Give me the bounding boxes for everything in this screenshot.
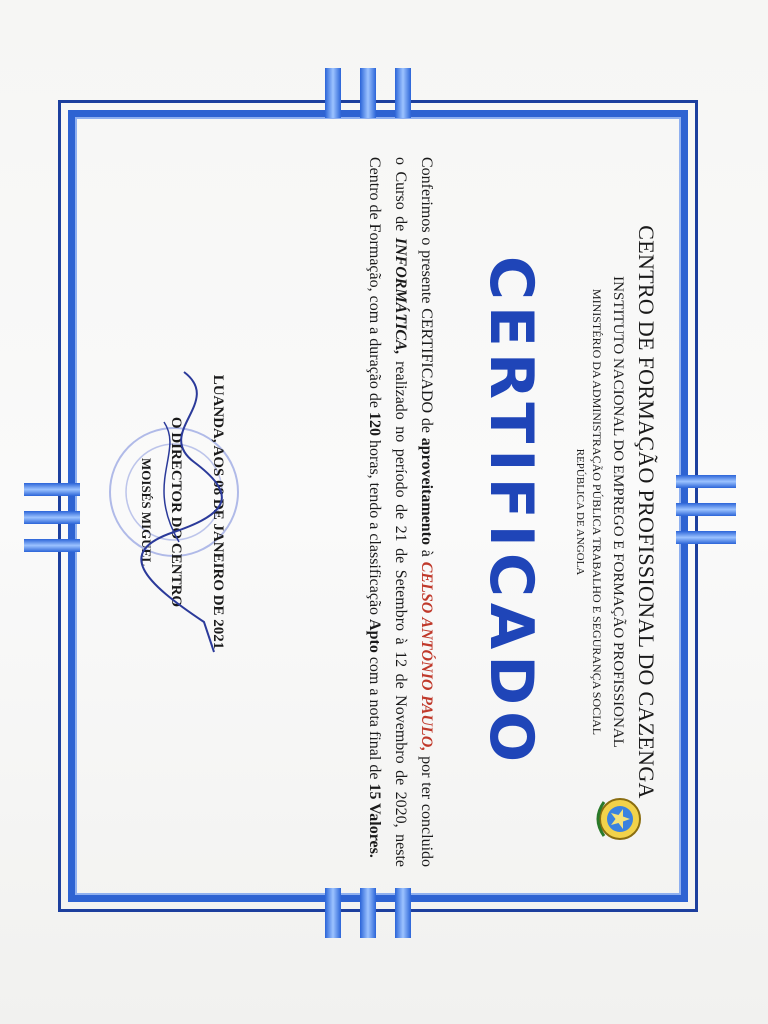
body-text-6: com a nota final de [366, 652, 383, 784]
border-tab-top-2 [360, 68, 376, 118]
border-tab-left-3 [24, 539, 80, 552]
body-text-4: realizado no período de 21 de Setembro à 12 de Novembro de 2020, neste Centro de Formação, com a duração de [366, 157, 409, 867]
grade-value: Apto [366, 619, 383, 653]
certificate-body [361, 157, 439, 867]
certificate-title: CERTIFICADO [476, 255, 546, 769]
border-tab-left-2 [24, 511, 80, 524]
course-hours: 120 [366, 412, 383, 437]
header-center-name: CENTRO DE FORMAÇÃO PROFISSIONAL DO CAZENGA [634, 225, 659, 799]
director-signature-icon [124, 362, 244, 662]
student-name: CELSO ANTÓNIO PAULO, [418, 561, 435, 752]
director-name: MOISÉS MIGUEL [139, 458, 154, 566]
header-ministry: MINISTÉRIO DA ADMINISTRAÇÃO PÚBLICA TRABALHO E SEGURANÇA SOCIAL [590, 288, 604, 736]
border-tab-top-1 [325, 68, 341, 118]
border-tab-top-3 [395, 68, 411, 118]
header-republic: REPÚBLICA DE ANGOLA [574, 448, 586, 576]
course-name: INFORMÁTICA, [392, 237, 409, 355]
angola-emblem-icon [594, 796, 644, 842]
border-tab-right-3 [676, 531, 736, 544]
certificate-content [84, 122, 684, 902]
final-score: 15 Valores. [366, 783, 383, 858]
border-tab-right-1 [676, 475, 736, 488]
body-text-1: Conferimos o presente CERTIFICADO de [418, 157, 435, 438]
body-text-2: à [418, 545, 435, 562]
body-bold-aproveitamento: aproveitamento [418, 437, 435, 546]
header-institute: INSTITUTO NACIONAL DO EMPREGO E FORMAÇÃO PROFISSIONAL [610, 276, 626, 748]
issue-date: LUANDA, AOS 08 DE JANEIRO DE 2021 [210, 374, 226, 650]
border-tab-right-2 [676, 503, 736, 516]
border-tab-left-1 [24, 483, 80, 496]
director-title: O DIRECTOR DO CENTRO [168, 416, 184, 608]
body-text-3: por ter concluido o Curso de [392, 157, 435, 868]
body-text-5: horas, tendo a classificação [366, 436, 383, 620]
